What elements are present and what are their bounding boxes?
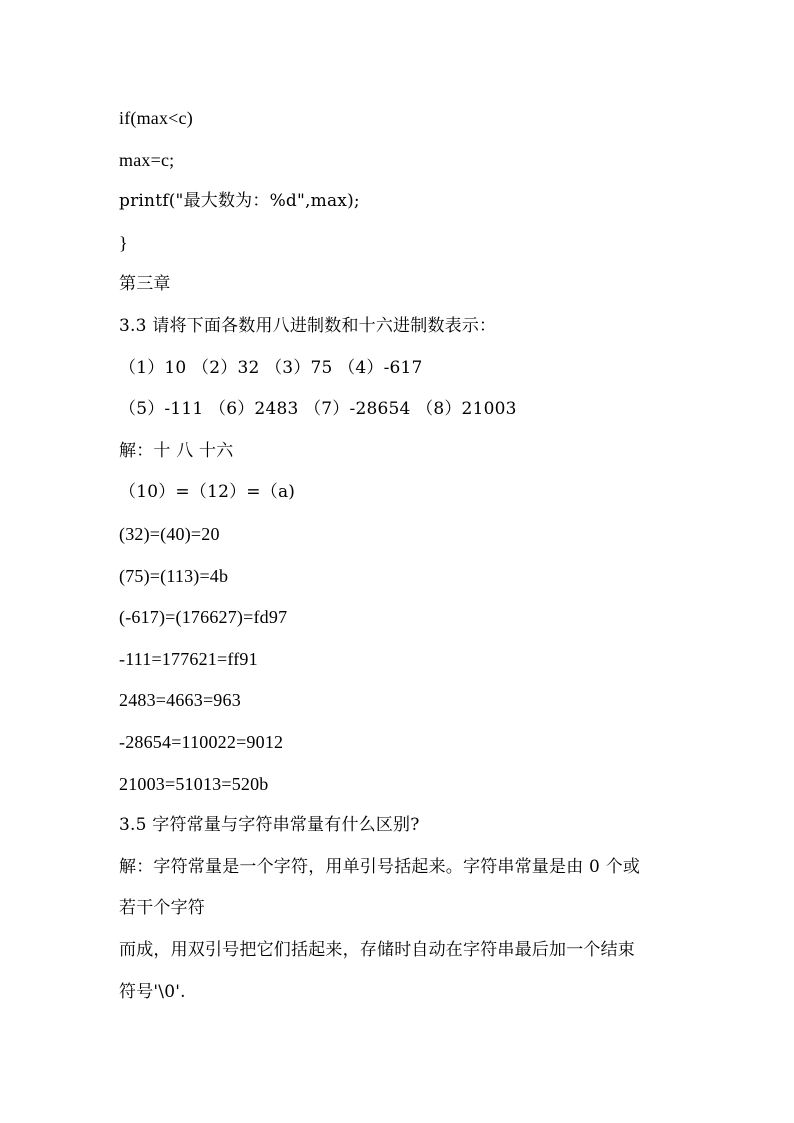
answer-row: (32)=(40)=20	[119, 524, 220, 544]
question-3-3: 3.3 请将下面各数用八进制数和十六进制数表示：	[119, 316, 497, 336]
answer-3-5-line-3: 而成，用双引号把它们括起来，存储时自动在字符串最后加一个结束	[119, 940, 635, 960]
question-3-5: 3.5 字符常量与字符串常量有什么区别?	[119, 815, 420, 835]
answer-row: 21003=51013=520b	[119, 774, 269, 794]
question-3-3-items-2: （5）-111 （6）2483 （7）-28654 （8）21003	[119, 399, 517, 419]
answer-row: 2483=4663=963	[119, 690, 241, 710]
answer-header: 解：十 八 十六	[119, 441, 234, 461]
answer-row: (-617)=(176627)=fd97	[119, 607, 288, 627]
answer-row: （10）=（12）=（a)	[119, 482, 296, 502]
answer-row: (75)=(113)=4b	[119, 566, 229, 586]
question-3-3-items-1: （1）10 （2）32 （3）75 （4）-617	[119, 358, 423, 378]
answer-3-5-line-4: 符号'\0'.	[119, 982, 186, 1002]
chapter-heading: 第三章	[119, 274, 171, 294]
code-line-printf: printf("最大数为：%d",max);	[119, 191, 360, 211]
code-line-if: if(max<c)	[119, 108, 193, 128]
code-line-close-brace: }	[119, 233, 128, 253]
answer-3-5-line-1: 解：字符常量是一个字符，用单引号括起来。字符串常量是由 0 个或	[119, 857, 641, 877]
answer-row: -111=177621=ff91	[119, 649, 258, 669]
code-line-assign: max=c;	[119, 150, 175, 170]
answer-3-5-line-2: 若干个字符	[119, 898, 205, 918]
answer-row: -28654=110022=9012	[119, 732, 284, 752]
